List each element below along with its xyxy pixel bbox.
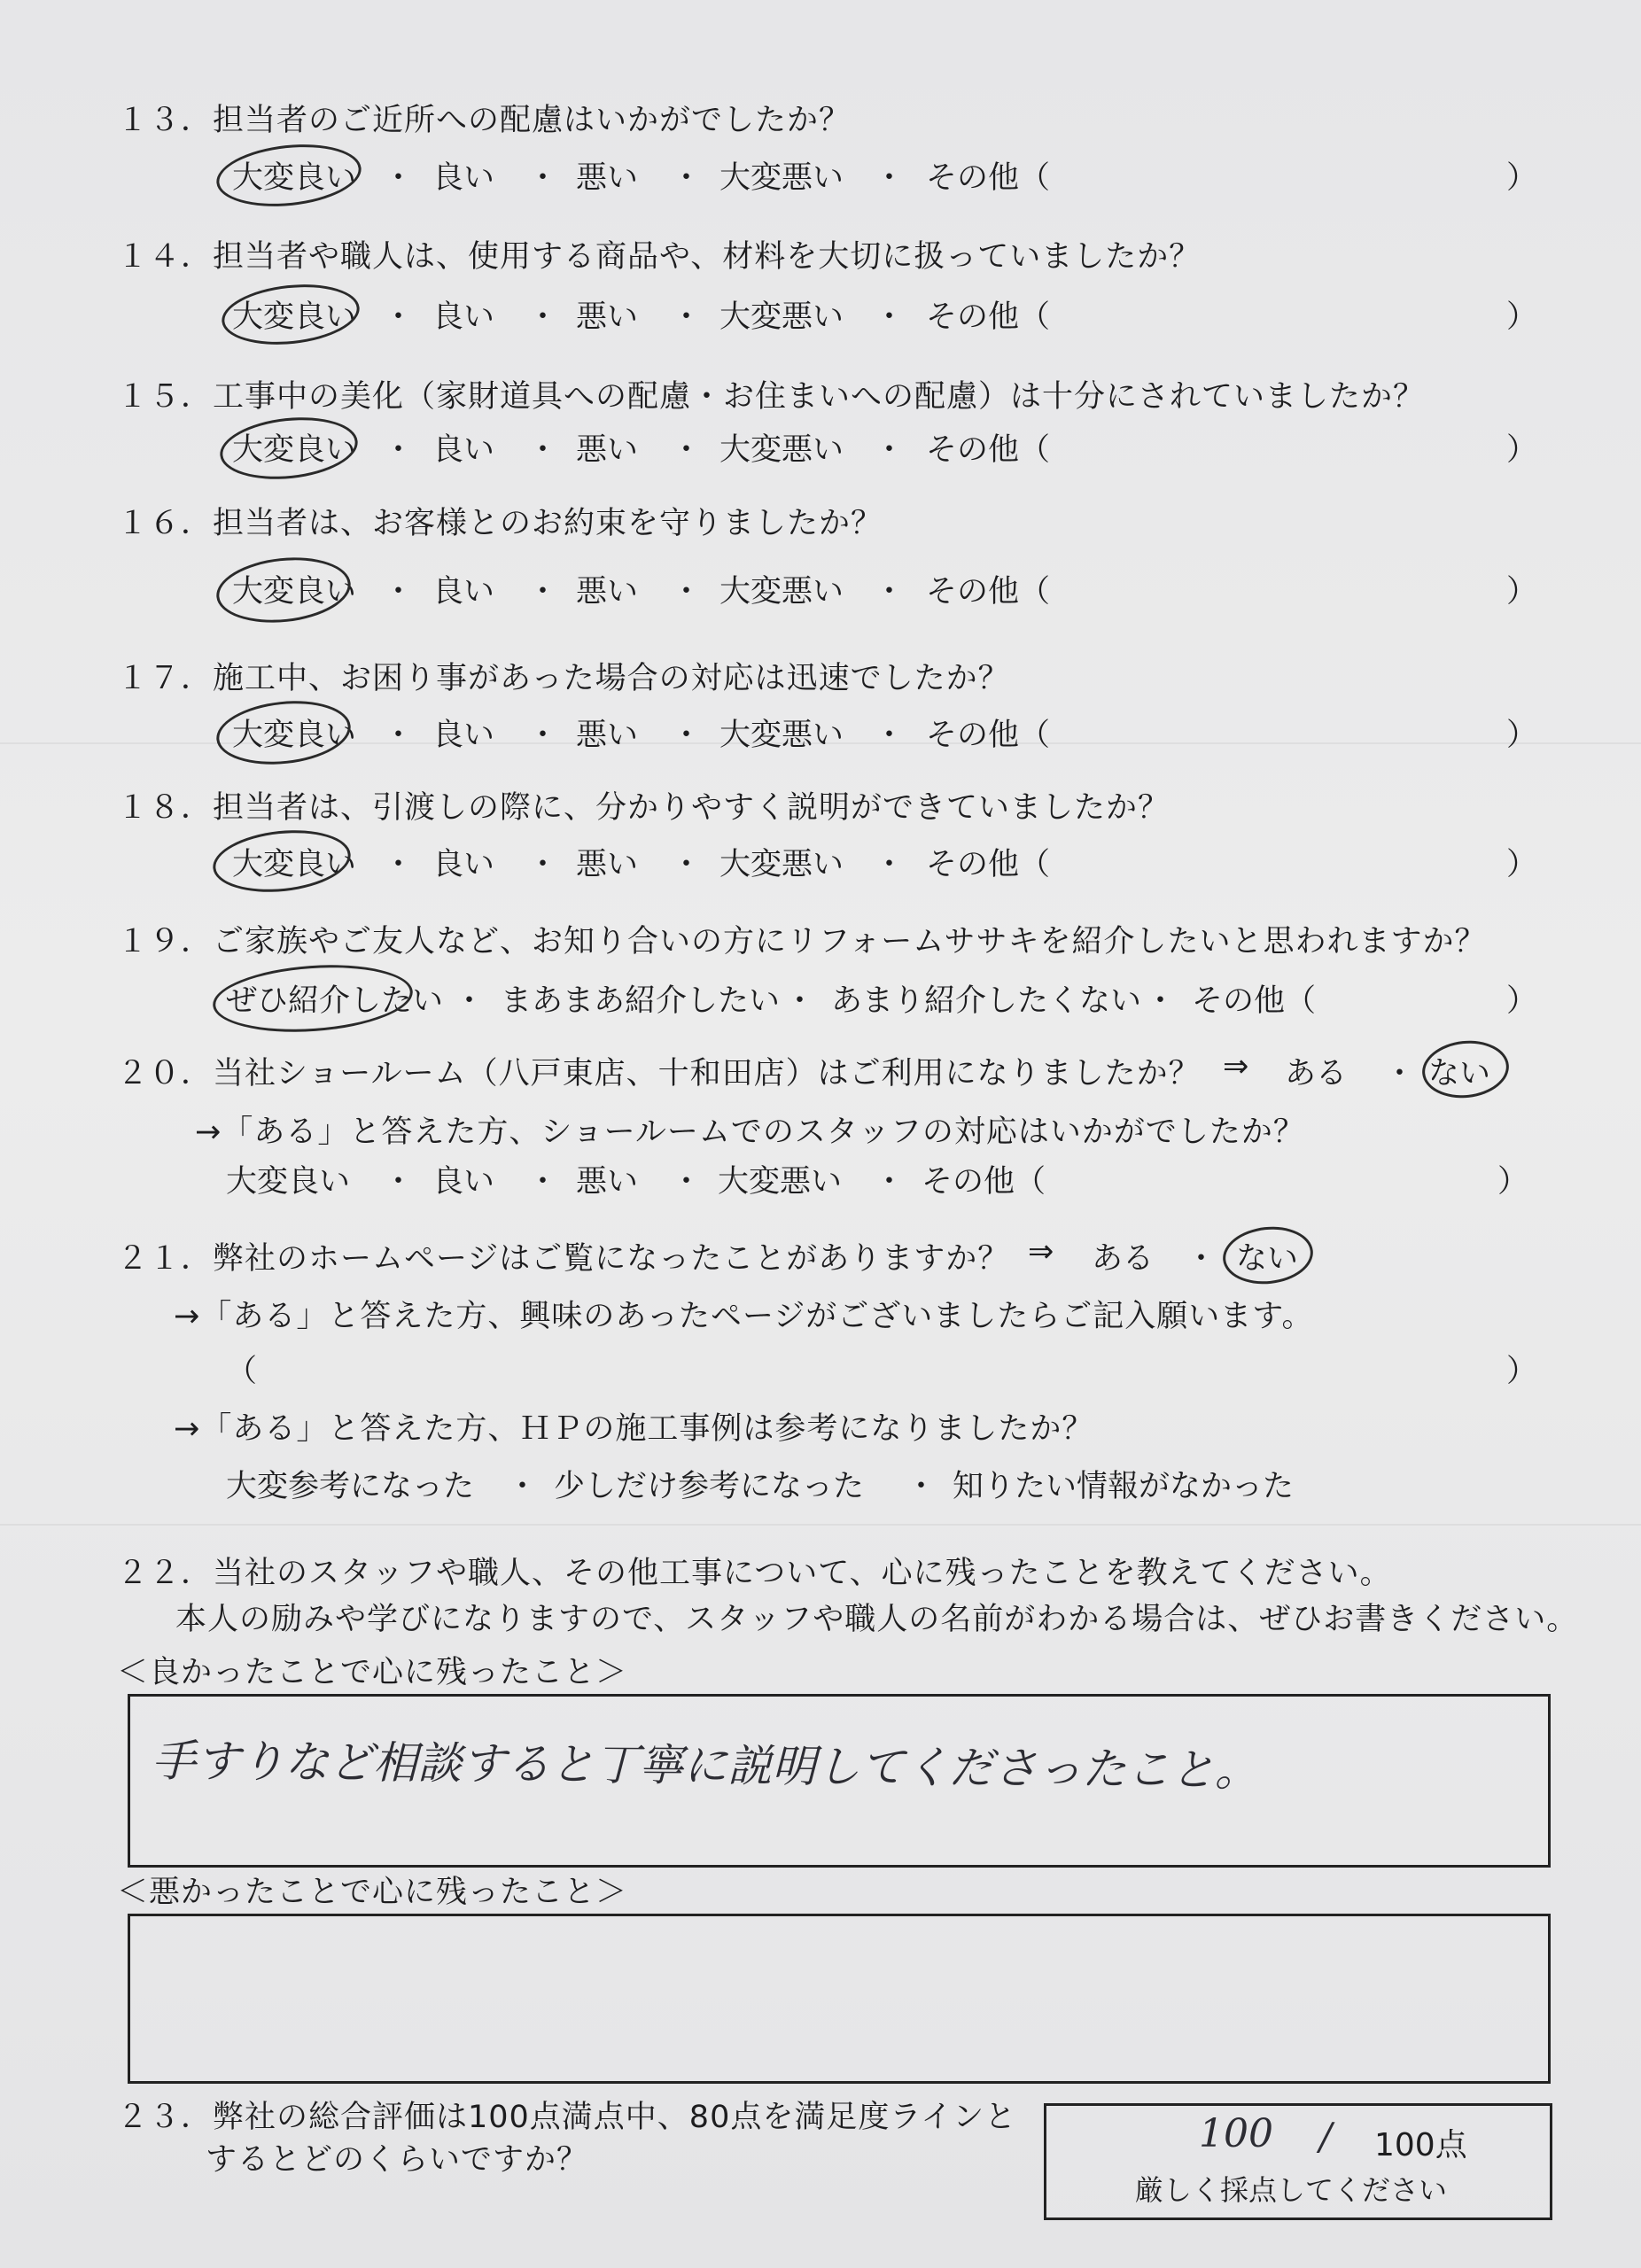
separator: ・ xyxy=(507,1469,539,1504)
separator: ・ xyxy=(874,718,906,753)
question-13: １３．担当者のご近所への配慮はいかがでしたか？ xyxy=(117,103,852,138)
separator: ・ xyxy=(527,432,559,468)
separator: ・ xyxy=(874,847,906,882)
option-good[interactable]: 良い xyxy=(432,432,495,468)
separator: ・ xyxy=(527,1164,559,1200)
question-21: ２１．弊社のホームページはご覧になったことがありますか？ xyxy=(117,1241,1010,1277)
question-23: ２３．弊社の総合評価は100点満点中、80点を満足度ラインと xyxy=(117,2100,1017,2135)
question-19: １９．ご家族やご友人など、お知り合いの方にリフォームササキを紹介したいと思われますか？ xyxy=(117,924,1487,959)
option-recommend-not-much[interactable]: あまり紹介したくない xyxy=(831,983,1142,1019)
option-very-helpful[interactable]: 大変参考になった xyxy=(226,1469,475,1504)
option-very-good[interactable]: 大変良い xyxy=(232,718,357,753)
separator: ・ xyxy=(1186,1241,1217,1277)
bad-memory-box[interactable] xyxy=(128,1914,1551,2084)
option-slightly-helpful[interactable]: 少しだけ参考になった xyxy=(554,1469,865,1504)
separator: ・ xyxy=(527,847,559,882)
good-memory-box[interactable] xyxy=(128,1694,1551,1868)
option-no[interactable]: ない xyxy=(1236,1241,1299,1277)
separator: ・ xyxy=(874,1164,906,1200)
option-recommend-definitely[interactable]: ぜひ紹介したい xyxy=(226,983,444,1019)
option-bad[interactable]: 悪い xyxy=(576,299,639,335)
option-very-good[interactable]: 大変良い xyxy=(232,847,357,882)
question-18: １８．担当者は、引渡しの際に、分かりやすく説明ができていましたか？ xyxy=(117,790,1170,826)
score-value: 100 xyxy=(1199,2111,1273,2156)
option-very-bad[interactable]: 大変悪い xyxy=(719,160,844,196)
separator: ・ xyxy=(671,847,703,882)
option-bad[interactable]: 悪い xyxy=(576,847,639,882)
question-23-line2: するとどのくらいですか？ xyxy=(206,2142,589,2178)
option-bad[interactable]: 悪い xyxy=(576,574,639,610)
option-bad[interactable]: 悪い xyxy=(576,432,639,468)
close-paren: ） xyxy=(1506,1354,1538,1389)
score-max: 100点 xyxy=(1374,2127,1467,2163)
separator: ・ xyxy=(383,1164,415,1200)
separator: ・ xyxy=(874,432,906,468)
option-no-info[interactable]: 知りたい情報がなかった xyxy=(953,1469,1295,1504)
good-memory-label: ＜良かったことで心に残ったこと＞ xyxy=(117,1655,628,1690)
separator: ・ xyxy=(874,160,906,196)
separator: ・ xyxy=(383,432,415,468)
separator: ・ xyxy=(383,160,415,196)
separator: ・ xyxy=(671,574,703,610)
bad-memory-label: ＜悪かったことで心に残ったこと＞ xyxy=(117,1875,628,1910)
separator: ・ xyxy=(383,718,415,753)
question-14: １４．担当者や職人は、使用する商品や、材料を大切に扱っていましたか？ xyxy=(117,239,1202,275)
separator: ・ xyxy=(906,1469,937,1504)
separator: ・ xyxy=(784,983,816,1019)
question-20: ２０．当社ショールーム（八戸東店、十和田店）はご利用になりましたか？ xyxy=(117,1056,1201,1091)
option-good[interactable]: 良い xyxy=(432,299,495,335)
separator: ・ xyxy=(383,847,415,882)
separator: ・ xyxy=(874,574,906,610)
option-very-bad[interactable]: 大変悪い xyxy=(719,299,844,335)
option-other[interactable]: その他（ xyxy=(926,432,1051,468)
option-recommend-somewhat[interactable]: まあまあ紹介したい xyxy=(501,983,781,1019)
close-paren: ） xyxy=(1506,718,1538,753)
question-21-sub1: →「ある」と答えた方、興味のあったページがございましたらご記入願います。 xyxy=(174,1299,1314,1334)
option-very-bad[interactable]: 大変悪い xyxy=(719,847,844,882)
separator: ・ xyxy=(1384,1056,1416,1091)
separator: ・ xyxy=(671,160,703,196)
separator: ・ xyxy=(874,299,906,335)
option-yes[interactable]: ある xyxy=(1092,1241,1155,1277)
option-good[interactable]: 良い xyxy=(432,718,495,753)
option-other[interactable]: その他（ xyxy=(926,299,1051,335)
score-box[interactable] xyxy=(1044,2103,1552,2220)
option-bad[interactable]: 悪い xyxy=(576,160,639,196)
option-very-bad[interactable]: 大変悪い xyxy=(719,574,844,610)
separator: ・ xyxy=(383,574,415,610)
close-paren: ） xyxy=(1506,432,1538,468)
question-16: １６．担当者は、お客様とのお約束を守りましたか？ xyxy=(117,506,883,541)
option-other[interactable]: その他（ xyxy=(926,847,1051,882)
open-paren: （ xyxy=(226,1354,258,1389)
good-memory-answer: 手すりなど相談すると丁寧に説明してくださったこと。 xyxy=(151,1735,1260,1797)
paper-fold xyxy=(0,1524,1641,1526)
question-22: ２２．当社のスタッフや職人、その他工事について、心に残ったことを教えてください。 xyxy=(117,1556,1392,1591)
question-21-sub2: →「ある」と答えた方、ＨＰの施工事例は参考になりましたか？ xyxy=(174,1411,1094,1447)
question-17: １７．施工中、お困り事があった場合の対応は迅速でしたか？ xyxy=(117,661,1010,696)
separator: ・ xyxy=(671,718,703,753)
score-slash: / xyxy=(1319,2115,1333,2158)
option-good[interactable]: 良い xyxy=(432,847,495,882)
option-very-good[interactable]: 大変良い xyxy=(232,432,357,468)
separator: ・ xyxy=(527,574,559,610)
option-very-good[interactable]: 大変良い xyxy=(232,160,357,196)
score-note: 厳しく採点してください xyxy=(1135,2173,1448,2207)
close-paren: ） xyxy=(1506,847,1538,882)
option-no[interactable]: ない xyxy=(1428,1056,1491,1091)
arrow-glyph: ⇒ xyxy=(1223,1049,1249,1084)
close-paren: ） xyxy=(1497,1164,1529,1200)
option-good[interactable]: 良い xyxy=(432,1164,495,1200)
close-paren: ） xyxy=(1506,983,1538,1019)
separator: ・ xyxy=(383,299,415,335)
option-very-good[interactable]: 大変良い xyxy=(232,299,357,335)
separator: ・ xyxy=(527,718,559,753)
option-other[interactable]: その他（ xyxy=(926,160,1051,196)
separator: ・ xyxy=(671,1164,703,1200)
separator: ・ xyxy=(671,432,703,468)
option-other[interactable]: その他（ xyxy=(1192,983,1317,1019)
option-other[interactable]: その他（ xyxy=(922,1164,1046,1200)
option-other[interactable]: その他（ xyxy=(926,574,1051,610)
separator: ・ xyxy=(671,299,703,335)
option-very-good[interactable]: 大変良い xyxy=(226,1164,351,1200)
option-very-bad[interactable]: 大変悪い xyxy=(719,718,844,753)
separator: ・ xyxy=(1145,983,1177,1019)
option-good[interactable]: 良い xyxy=(432,160,495,196)
option-bad[interactable]: 悪い xyxy=(576,718,639,753)
close-paren: ） xyxy=(1506,299,1538,335)
option-yes[interactable]: ある xyxy=(1285,1056,1348,1091)
option-good[interactable]: 良い xyxy=(432,574,495,610)
arrow-glyph: ⇒ xyxy=(1028,1234,1054,1270)
question-22-note: 本人の励みや学びになりますので、スタッフや職人の名前がわかる場合は、ぜひお書きください。 xyxy=(175,1602,1579,1637)
option-very-bad[interactable]: 大変悪い xyxy=(718,1164,843,1200)
option-very-bad[interactable]: 大変悪い xyxy=(719,432,844,468)
separator: ・ xyxy=(527,160,559,196)
option-very-good[interactable]: 大変良い xyxy=(232,574,357,610)
close-paren: ） xyxy=(1506,160,1538,196)
option-bad[interactable]: 悪い xyxy=(576,1164,639,1200)
close-paren: ） xyxy=(1506,574,1538,610)
question-20-sub: →「ある」と答えた方、ショールームでのスタッフの対応はいかがでしたか？ xyxy=(195,1115,1305,1150)
separator: ・ xyxy=(454,983,486,1019)
option-other[interactable]: その他（ xyxy=(926,718,1051,753)
question-15: １５．工事中の美化（家財道具への配慮・お住まいへの配慮）は十分にされていましたか？ xyxy=(117,379,1426,415)
separator: ・ xyxy=(527,299,559,335)
